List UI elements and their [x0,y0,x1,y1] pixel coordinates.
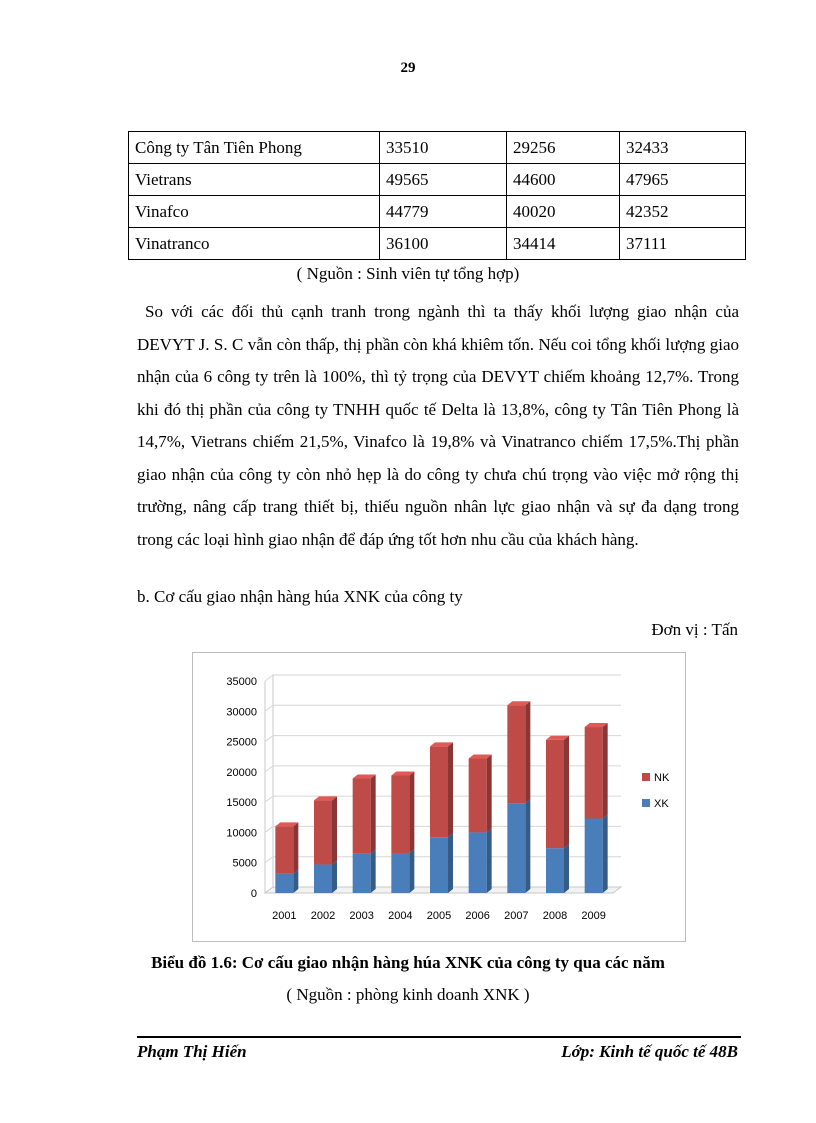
table-cell: 37111 [620,228,746,260]
table-cell: 44779 [380,196,507,228]
bar-nk [585,727,603,818]
bar-xk [430,837,448,893]
x-tick-label: 2007 [504,910,529,922]
x-tick-label: 2005 [426,910,452,922]
bar-side [293,870,298,893]
footer-class: Lớp: Kinh tế quốc tế 48B [561,1042,738,1061]
table-cell: Vietrans [129,164,380,196]
bar-nk [314,800,332,864]
bar-side [603,723,608,818]
bar-side [332,861,337,893]
chart-gridline [265,675,621,681]
y-tick-label: 35000 [226,676,257,688]
bar-side [525,701,530,803]
bar-side [487,755,492,833]
table-cell: Vinatranco [129,228,380,260]
footer-divider [137,1036,741,1038]
table-row [129,164,746,196]
bar-nk [275,826,293,873]
table-cell: 29256 [507,132,620,164]
bar-nk [469,759,487,833]
table-cell: 32433 [620,132,746,164]
bar-xk [546,848,564,893]
bar-xk [314,865,332,893]
x-tick-label: 2001 [272,910,297,922]
table-cell: 47965 [620,164,746,196]
legend-swatch [642,773,650,781]
bar-side [293,822,298,873]
y-tick-label: 25000 [226,736,257,749]
bar-nk [546,740,564,848]
x-tick-label: 2003 [349,910,374,922]
table-row [129,132,746,164]
table-cell: 44600 [507,164,620,196]
bar-side [564,844,569,893]
x-tick-label: 2006 [465,910,490,922]
bar-side [448,742,453,837]
bar-side [332,796,337,864]
section-heading: b. Cơ cấu giao nhận hàng húa XNK của công ty [137,587,463,606]
legend-label: XK [654,798,669,810]
legend-label: NK [654,772,670,784]
legend-swatch [642,799,650,807]
y-tick-label: 0 [250,888,257,900]
table-cell: 34414 [507,228,620,260]
bar-side [409,771,414,853]
bar-side [487,828,492,893]
table-cell: 40020 [507,196,620,228]
x-tick-label: 2008 [542,910,568,922]
bar-xk [353,854,371,893]
table-cell: Công ty Tân Tiên Phong [129,132,380,164]
bar-xk [585,818,603,893]
bar-side [564,736,569,848]
table-row [129,228,746,260]
table-cell: 49565 [380,164,507,196]
bar-xk [391,853,409,893]
bar-xk [469,832,487,893]
bar-xk [507,803,525,893]
page-number: 29 [400,60,416,76]
unit-label: Đơn vị : Tấn [651,620,738,639]
bar-side [371,775,376,854]
y-tick-label: 5000 [232,857,257,870]
y-tick-label: 20000 [226,766,257,779]
body-paragraph: So với các đối thủ cạnh tranh trong ngành thì ta thấy khối lượng giao nhận của DEVYT J. S. C vẫn còn thấp, thị phần còn khá khiêm tốn. Nếu coi tổng khối lượng giao nhận của 6 công ty trên là 100%, thì tỷ trọng của DEVYT chiếm khoảng 12,7%. Trong khi đó thị phần của công ty TNHH quốc tế Delta là 13,8%, công ty Tân Tiên Phong là 14,7%, Vietrans chiếm 21,5%, Vinafco là 19,8% và Vinatranco chiếm 17,5%.Thị phần giao nhận của công ty còn nhỏ hẹp là do công ty chưa chú trọng vào việc mở rộng thị trường, nâng cấp trang thiết bị, thiếu nguồn nhân lực giao nhận và sự đa dạng trong trong các loại hình giao nhận để đáp ứng tốt hơn nhu cầu của khách hàng. [137,302,739,549]
table-source: ( Nguồn : Sinh viên tự tổng hợp) [296,264,520,283]
table-cell: 33510 [380,132,507,164]
footer-author: Phạm Thị Hiến [137,1042,247,1061]
chart-svg [193,653,685,941]
y-tick-label: 30000 [226,706,257,719]
x-tick-label: 2002 [310,910,336,922]
competitor-table [128,131,746,260]
bar-nk [353,779,371,854]
bar-side [448,833,453,893]
chart-title: Biểu đồ 1.6: Cơ cấu giao nhận hàng húa XNK của công ty qua các năm [151,953,665,972]
chart-gridline [265,705,621,711]
bar-side [525,799,530,893]
table-cell: Vinafco [129,196,380,228]
y-tick-label: 10000 [226,827,257,840]
bar-nk [430,746,448,837]
x-tick-label: 2004 [388,910,413,922]
y-tick-label: 15000 [226,797,257,810]
bar-side [371,850,376,893]
chart-source: ( Nguồn : phòng kinh doanh XNK ) [286,985,530,1004]
table-cell: 36100 [380,228,507,260]
bar-side [409,849,414,893]
bar-nk [391,775,409,853]
x-tick-label: 2009 [581,910,606,922]
stacked-bar-chart [192,652,686,942]
bar-xk [275,874,293,893]
table-row [129,196,746,228]
bar-side [603,814,608,893]
table-cell: 42352 [620,196,746,228]
bar-nk [507,705,525,803]
